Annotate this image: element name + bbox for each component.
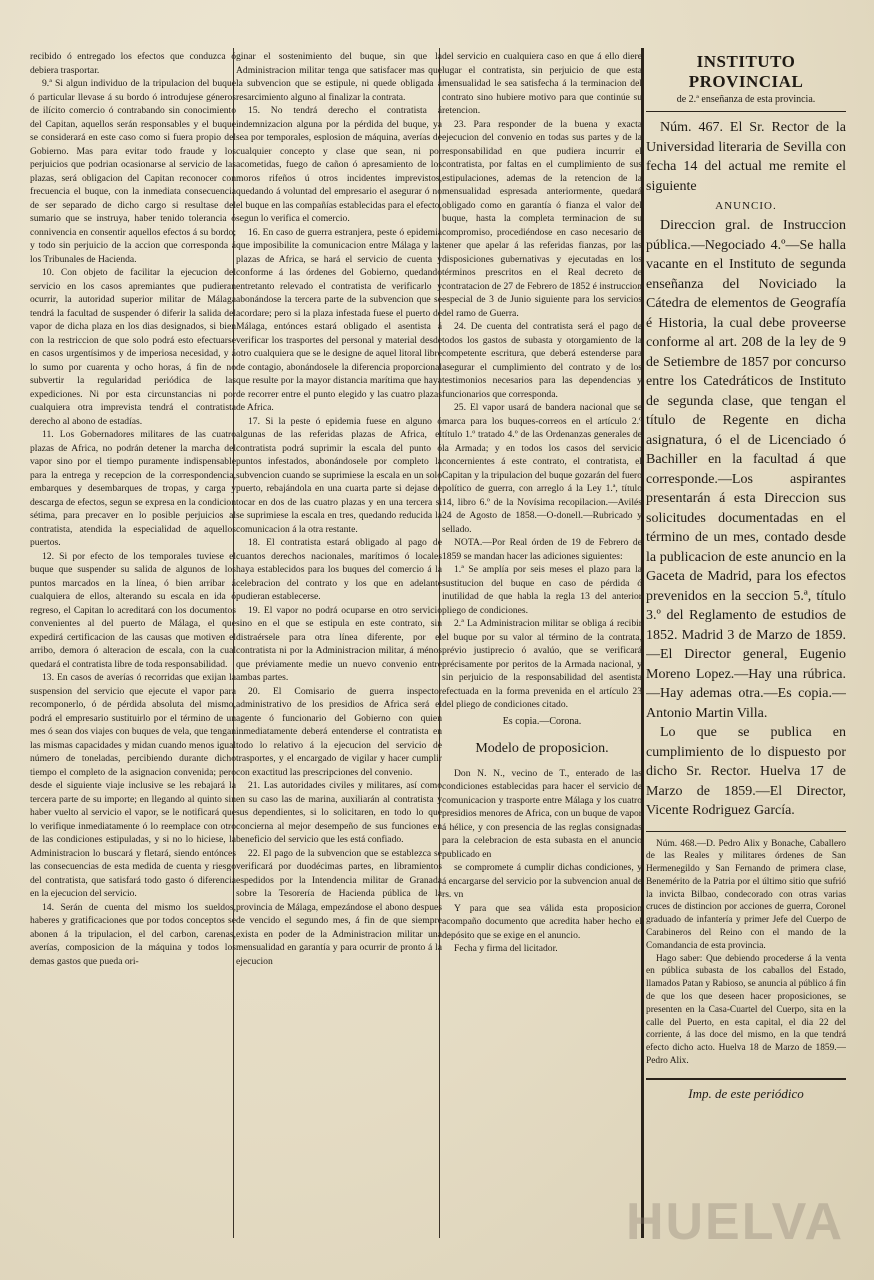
paragraph: 9.ª Si algun individuo de la tripulacion del buque ó particular llevase á su bordo ó introdujese géneros de ilícito comercio ó contrabando sin conocimiento del Capitan, aquellos serán responsables y el buque se considerará en este caso como si fuera propio del Gobierno. Mas para evitar todo fraude y los perjuicios que podrian ocasionarse al servicio de las plazas, será obligacion del Capitan reconocer con frecuencia el buque, con la inmediata consecuencia de ser separado de dicho cargo si resultase del sumario que se instruya, haber tenido tolerancia ó connivencia en consentir aquellos efectos á su bordo; y todo sin perjuicio de la accion que corresponda á los Tribunales de Hacienda. (30, 78, 236, 265)
watermark-text: HUELVA (625, 1193, 845, 1251)
notice-468: Núm. 468.—D. Pedro Alix y Bonache, Caballero de las Reales y militares órdenes de San Hermenegildo y San Fernando de primera clase, Benemérito de la Patria por el último sitio que sufrió la invicta Bilbao, condecorado con otras varias cruces de distincion por acciones de guerra, Coronel graduado de infantería y primer Jefe del Cuerpo de Carabineros del Reino con el mando de la Comandancia de esta provincia. (646, 838, 846, 951)
paragraph: 20. El Comisario de guerra inspector administrativo de los presidios de Africa será el agente ó funcionario del Gobierno con quien inmediatamente deberá entenderse el contratista en todo lo relativo á la ejecucion del servicio de trasportes, y el encargado de vigilar y hacer cumplir con exactitud las prescripciones del convenio. (236, 685, 442, 778)
paragraph: 24. De cuenta del contratista será el pago de todos los gastos de subasta y otorgamiento de la competente escritura, que deberá estenderse para asegurar el cumplimiento del contrato y de los testimonios necesarios para las dependencias y funcionarios que corresponda. (442, 321, 642, 400)
paragraph: 22. El pago de la subvencion que se establezca se verificará por duodécimas partes, en libramientos espedidos por la Intendencia militar de Granada sobre la Tesorería de Hacienda pública de la provincia de Málaga, empezándose el abono despues de vencido el segundo mes, á fin de que siempre exista en poder de la Administracion militar una mensualidad en garantía y para ocurrir de pronto á la ejecucion (236, 847, 442, 967)
paragraph: 21. Las autoridades civiles y militares, así como en su caso las de marina, auxiliarán al contratista y sus dependientes, si lo solicitaren, en todo lo que concierna al mejor desempeño de sus funciones en beneficio del servicio que les está confiado. (236, 780, 442, 845)
institute-subtitle: de 2.ª enseñanza de esta provincia. (676, 94, 816, 105)
paragraph: 12. Si por efecto de los temporales tuviese el buque que suspender su salida de algunos de los puntos marcados en la línea, ó bien arribar á cualquiera de ellos, alterando su escala en ida ó regreso, el Capitan lo acreditará con los documentos convenientes al del puerto de Málaga, el que expedirá certificacion de las causas que motiven el arribo, demora ó alteracion de escala, con la cual quedará el contratista libre de toda responsabilidad. (30, 550, 236, 670)
paragraph: se compromete á cumplir dichas condiciones, y á encargarse del servicio por la subvencion anual de rs. vn (442, 862, 642, 900)
column-3 (442, 50, 642, 956)
paragraph: 14. Serán de cuenta del mismo los sueldos, haberes y gratificaciones que por todos conceptos se abonen á la tripulacion, el del carbon, carenas, averías, composicion de la máquina y todos los demas gastos que pueda ori- (30, 901, 236, 967)
paragraph: 15. No tendrá derecho el contratista á indemnizacion alguna por la pérdida del buque, ya sea por temporales, esplosion de máquina, averías de cualquier concepto y clase que sean, ni por acometidas, fuego de cañon ó apresamiento de los moros rifeños ú otros incidentes imprevistos, quedando á voluntad del empresario el asegurar ó no el buque en las compañías establecidas para el efecto, segun lo verifica el comercio. (236, 105, 442, 224)
paragraph: 19. El vapor no podrá ocuparse en otro servicio sino en el que se estipula en este contrato, sin distraérsele para otra línea diferente, por el contratista ni por la Administracion militar, á ménos que préviamente medie un nuevo convenio entre ambas partes. (236, 604, 442, 683)
hago-saber: Hago saber: Que debiendo procederse á la venta en pública subasta de los caballos del Estado, llamados Patan y Rabioso, se anuncia al público á fin de que los que deseen hacer proposiciones, se presenten en la Casa-Cuartel del Cuerpo, sita en la calle del Puerto, en esta capital, el dia 22 del corriente, á las doce del mismo, en la que tendrá efecto dicho acto. Huelva 18 de Marzo de 1859.—Pedro Alix. (646, 953, 846, 1067)
paragraph: recibido ó entregado los efectos que conduzca ó debiera trasportar. (30, 51, 236, 76)
archive-watermark (610, 1172, 860, 1272)
paragraph: 10. Con objeto de facilitar la ejecucion del servicio en los casos apremiantes que pudieran ocurrir, la autoridad superior militar de Málaga tendrá la facultad de suspender ó diferir la salida del vapor de dicha plaza en los dias designados, si bien con la restriccion de que solo podrá esto efectuarse en casos urgentísimos y de imperiosa necesidad, y á lo sumo por cuarenta y ocho horas, á fin de no subvertir la regularidad periódica de las expediciones. Ni por esta circunstancias ni por cualquiera otra imprevista tendrá el contratista derecho al abono de estadías. (30, 267, 236, 427)
paragraph: Y para que sea válida esta proposicion acompaño documento que acredita haber hecho el depósito que se exige en el anuncio. (442, 902, 642, 941)
copy-signature: Es copia.—Corona. (502, 715, 582, 727)
column-1 (30, 50, 236, 968)
paragraph: del servicio en cualquiera caso en que á ello diere lugar el contratista, sin perjuicio de que esta mensualidad le sea satisfecha á la terminacion del contrato sino hubiere motivo para que continúe su retencion. (442, 51, 642, 116)
paragraph: 11. Los Gobernadores militares de las cuatro plazas de Africa, no podrán detener la marcha del vapor sino por el tiempo puramente indispensable para la entrega y recepcion de la correspondencia, embarques y desembarques de tropas, y carga y descarga de efectos, segun se expresa en la condicion sétima, para precaver en lo posible perjuicios al contratista, atendida la especialidad de aquellos puertos. (30, 429, 236, 548)
paragraph: Don N. N., vecino de T., enterado de las condiciones establecidas para hacer el servicio de comunicacion y trasporte entre Málaga y los cuatro presidios menores de Africa, con un buque de vapor á hélice, y con presencia de las reglas consignadas para la celebracion de esta subasta en el anuncio publicado en (442, 767, 642, 860)
divider (646, 111, 846, 112)
paragraph: 23. Para responder de la buena y exacta ejecucion del convenio en todas sus partes y de la responsabilidad en que pudiera incurrir el contratista, por faltas en el cumplimiento de sus estipulaciones, ademas de la retencion de la mensualidad espresada anteriormente, quedará obligado como en garantía ó fianza el valor del buque, hasta la completa terminacion de su compromiso, procediéndose en caso necesario de tener que apelar á las referidas fianzas, por las disposiciones gubernativas y ejecutadas en los términos prescritos en el Real decreto de contratacion de 27 de Febrero de 1852 é instruccion especial de 3 de Junio siguiente para los servicios del ramo de Guerra. (442, 118, 642, 319)
paragraph: 17. Si la peste ó epidemia fuese en alguno ó algunas de las referidas plazas de Africa, el contratista podrá suprimir la escala del punto ó puntos infestados, abonándosele por completo la subvencion cuando se suprimiese la escala en un solo puerto, rebajándola en una cuarta parte si dejase de tocar en dos de las cuatro plazas y en una tercera si se suprimiese la escala en tres, quedando reducida la comunicacion á la otra restante. (236, 415, 442, 535)
anuncio-heading: ANUNCIO. (715, 200, 777, 212)
paragraph: NOTA.—Por Real órden de 19 de Febrero de 1859 se mandan hacer las adiciones siguientes: (442, 537, 642, 562)
paragraph: 16. En caso de guerra estranjera, peste ó epidemia que imposibilite la comunicacion entre Málaga y las plazas de Africa, se hará el servicio de cuenta y conforme á las órdenes del Gobierno, quedando entretanto relevado el contratista de verificarlo y abonándose la tercera parte de la subvencion que se acordare; pero si la plaza infestada fuese el puerto de Málaga, entónces estará obligado el asentista á verificar los trasportes del personal y material desde otro cualquiera que se le designe de aquel litoral libre de contagio, abonándosele la diferencia proporcional que resulte por la mayor distancia marítima que haya de recorrer entre el punto elegido y las cuatro plazas de Africa. (236, 226, 442, 413)
paragraph: 1.ª Se amplía por seis meses el plazo para la sustitucion del buque en caso de pérdida ó inutilidad de que habla la regla 13 del anterior pliego de condiciones. (442, 564, 642, 616)
anuncio-body: Direccion gral. de Instruccion pública.—Negociado 4.º—Se halla vacante en el Instituto de segunda enseñanza del Noviciado la Cátedra de elementos de Geografía é Historia, la cual debe proveerse conforme al art. 208 de la ley de 9 de Setiembre de 1857 por concurso entre los Catedráticos de Instituto de segunda clase, que tengan el título de Regente en dicha asignatura, ó el de Licenciado ó Bachiller en la facultad á que corresponde.—Los aspirantes presentarán á esta Direccion sus solicitudes documentadas en el término de un mes, contado desde la publicacion de este anuncio en la Gaceta de Madrid, para los efectos prevenidos en la seccion 5.ª, título 3.º del Reglamento de estudios de 1852. Madrid 3 de Marzo de 1859.—El Director general, Eugenio Moreno Lopez.—Hay una rúbrica.—Hay ademas otra.—Es copia.—Antonio Martin Villa. (646, 218, 846, 721)
model-heading: Modelo de proposicion. (475, 740, 609, 756)
paragraph: 13. En casos de averías ó recorridas que exijan la suspension del servicio que ejecute el vapor para recomponerlo, ó de pérdida absoluta del mismo, podrá el empresario sustituirlo por el término de un mes ó sean dos viajes con buques de vela, que tengan las mismas capacidades y midan cuando menos igual número de toneladas, percibiendo durante dicho tiempo el completo de la asignacion convenida; pero desde el siguiente viaje inclusive se les rebajará la tercera parte de su importe; en llegando al quinto sin haber vuelto al servicio el vapor, se le notificará que lo verifique inmediatamente ó lo reemplace con otro de las condiciones estipuladas, y si no lo hiciese, la Administracion lo buscará y fletará, siendo entónces las consecuencias de esta medida de cuenta y riesgo del contratista, que satisfará todo gasto ó diferencia en la ejecucion del servicio. (30, 672, 236, 899)
column-4 (646, 50, 846, 1108)
notice-467: Núm. 467. El Sr. Rector de la Universidad literaria de Sevilla con fecha 14 del actual me remite el siguiente (646, 120, 846, 194)
paragraph: 18. El contratista estará obligado al pago de cuantos derechos nacionales, marítimos ó locales haya establecidos para los buques del comercio á la celebracion del contrato y los que en adelante pudieran establecerse. (236, 537, 442, 602)
column-2 (236, 50, 442, 968)
paragraph: 2.ª La Administracion militar se obliga á recibir el buque por su valor al término de la contrata, prévio justiprecio ó avalúo, que se verificará précisamente por peritos de la Armada nacional, y sin perjuicio de la responsabilidad del asentista efectuada en la forma prevenida en el artículo 23 del pliego de condiciones citado. (442, 618, 642, 710)
paragraph: Fecha y firma del licitador. (454, 943, 558, 954)
publication-note: Lo que se publica en cumplimiento de lo dispuesto por dicho Sr. Rector. Huelva 17 de Marzo de 1859.—El Director, Vicente Rodriguez García. (646, 725, 846, 818)
divider (646, 831, 846, 832)
institute-title: INSTITUTO PROVINCIAL (688, 52, 804, 91)
printer-imprint: Imp. de este periódico (688, 1085, 804, 1101)
paragraph: 25. El vapor usará de bandera nacional que se marca para los buques-correos en el artículo 2.º título 1.º tratado 4.º de las Ordenanzas generales de la Armada; y en todos los casos del servicio concernientes á este contrato, el contratista, el Capitan y la tripulacion del buque gozarán del fuero político de guerra, con arreglo á la Ley 1.ª, título 14, libro 6.º de la Novísima recopilacion.—Avilés 24 de Agosto de 1858.—O-donell.—Rubricado y sellado. (442, 402, 642, 535)
paragraph: ginar el sostenimiento del buque, sin que la Administracion militar tenga que satisfacer mas que la subvencion que se estipule, ni quede obligada á resarcimiento alguno al finalizar la contrata. (236, 51, 442, 103)
divider (646, 1078, 846, 1080)
